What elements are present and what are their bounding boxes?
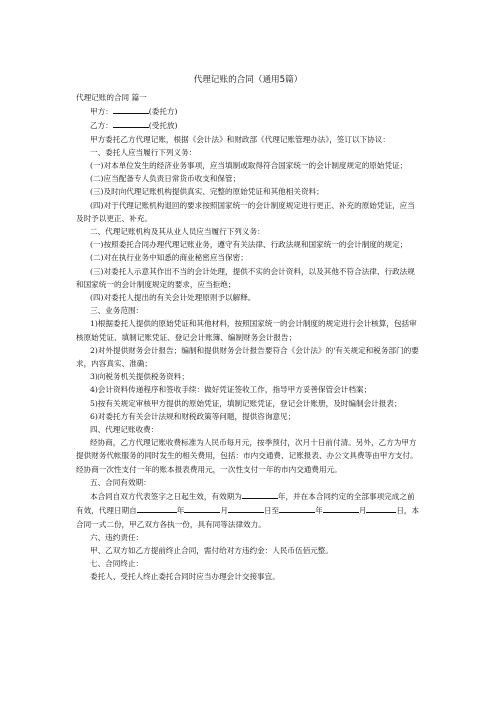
- s5-paragraph: 本合同自双方代表签字之日起生效，有效期为 年，并在本合同约定的全部事项完成之前有效，代理日期自 年 月 日至 年 月 日，本合同一式二份，甲乙双方各执一份，具有同等法律效力。: [76, 489, 421, 531]
- start-day-blank: [228, 503, 264, 513]
- s4-heading: 四、代理记账收费：: [90, 425, 159, 435]
- party-a-label: 甲方：: [90, 107, 113, 117]
- term-years-blank: [242, 489, 278, 499]
- document-title: 代理记账的合同（通用5篇）: [193, 75, 303, 85]
- start-month-blank: [184, 503, 220, 513]
- s1-item-1: (一)对本单位发生的经济业务事项，应当填制或取得符合国家统一的会计制度规定的原始凭证；: [90, 161, 408, 171]
- party-b-line: [76, 118, 421, 132]
- s1-item-2: (二)应当配备专人负责日常货币收支和保管；: [90, 174, 241, 184]
- party-a-blank: [113, 104, 149, 114]
- s1-item-3: (三)及时向代理记账机构提供真实、完整的原始凭证和其他相关资料；: [90, 187, 324, 197]
- s3-heading: 三、业务范围：: [90, 306, 144, 316]
- s1-heading: 一、委托人应当履行下列义务：: [90, 147, 197, 157]
- document-body: [76, 91, 421, 584]
- party-b-label: 乙方：: [90, 121, 113, 131]
- s1-item-4: (四)对于代理记账机构退回的要求按照国家统一的会计制度规定进行更正、补充的原始凭证，应当及时予以更正、补充。: [76, 200, 415, 223]
- s7-heading: 七、合同终止：: [90, 559, 144, 569]
- s6-paragraph: 甲、乙双方如乙方提前终止合同，需付给对方违约金：人民币伍佰元整。: [90, 545, 333, 555]
- s3-item-6: 6)对委托方有关会计法规和财税政策等问题，提供咨询意见；: [90, 411, 296, 421]
- s3-item-5: 5)按有关规定审核甲方提供的原始凭证，填制记账凭证，登记会计账册，及时编制会计报表；: [90, 398, 402, 408]
- s2-item-1: (一)按照委托合同办理代理记账业务，遵守有关法律、行政法规和国家统一的会计制度的规定；: [90, 240, 408, 250]
- end-year-blank: [279, 503, 315, 513]
- s2-item-2: (二)对在执行业务中知悉的商业秘密应当保密；: [90, 253, 248, 263]
- end-day-blank: [366, 503, 396, 513]
- intro-paragraph: 甲方委托乙方代理记账，根据《会计法》和财政部《代理记账管理办法》，签订以下协议：: [90, 134, 390, 144]
- s7-paragraph: 委托人、受托人终止委托合同时应当办理会计交接事宜。: [90, 572, 280, 582]
- s2-item-3: (三)对委托人示意其作出不当的会计处理，提供不实的会计资料，以及其他不符合法律、行政法规和国家统一的会计制度规定的要求，应当拒绝；: [76, 266, 415, 289]
- s2-heading: 二、代理记账机构及其从业人员应当履行下列义务：: [90, 227, 265, 237]
- section-heading: 代理记账的合同 篇一: [76, 93, 147, 102]
- party-b-suffix: (受托放): [148, 121, 178, 131]
- s3-item-4: 4)会计资料传递程序和签收手续：做好凭证签收工作，指导甲方妥善保管会计档案；: [90, 385, 372, 395]
- s6-heading: 六、违约责任：: [90, 532, 144, 542]
- party-a-line: [76, 104, 421, 118]
- end-month-blank: [323, 503, 359, 513]
- s3-item-1: 1)根据委托人提供的原始凭证和其他材料，按照国家统一的会计制度的规定进行会计核算，包括审核原始凭证、填制记账凭证、登记会计账簿、编制财务会计报告；: [76, 319, 417, 342]
- s3-item-3: 3)向税务机关提供税务资料；: [90, 372, 189, 382]
- party-b-blank: [113, 118, 149, 128]
- s3-item-2: 2)对外提供财务会计报告；编制和提供财务会计报告要符合《会计法》的'有关规定和税务部门的要求，内容真实、准确；: [76, 345, 419, 369]
- s2-item-4: (四)对委托人提出的有关会计处理原则予以解释。: [90, 293, 256, 303]
- party-a-suffix: (委托方): [148, 107, 178, 117]
- s4-paragraph: 经协商，乙方代理记账收费标准为人民币每月元，按季预付，次月十日前付清。另外，乙方为甲方提供财务代帐服务的同时发生的相关费用，包括：市内交通费、记账报表、办公文具费等由甲方支付。经协商一次性支付一年的账本报表费用元，一次性支付一年的市内交通费用元。: [76, 438, 418, 474]
- start-year-blank: [137, 503, 177, 513]
- s5-heading: 五、合同有效期：: [90, 477, 151, 487]
